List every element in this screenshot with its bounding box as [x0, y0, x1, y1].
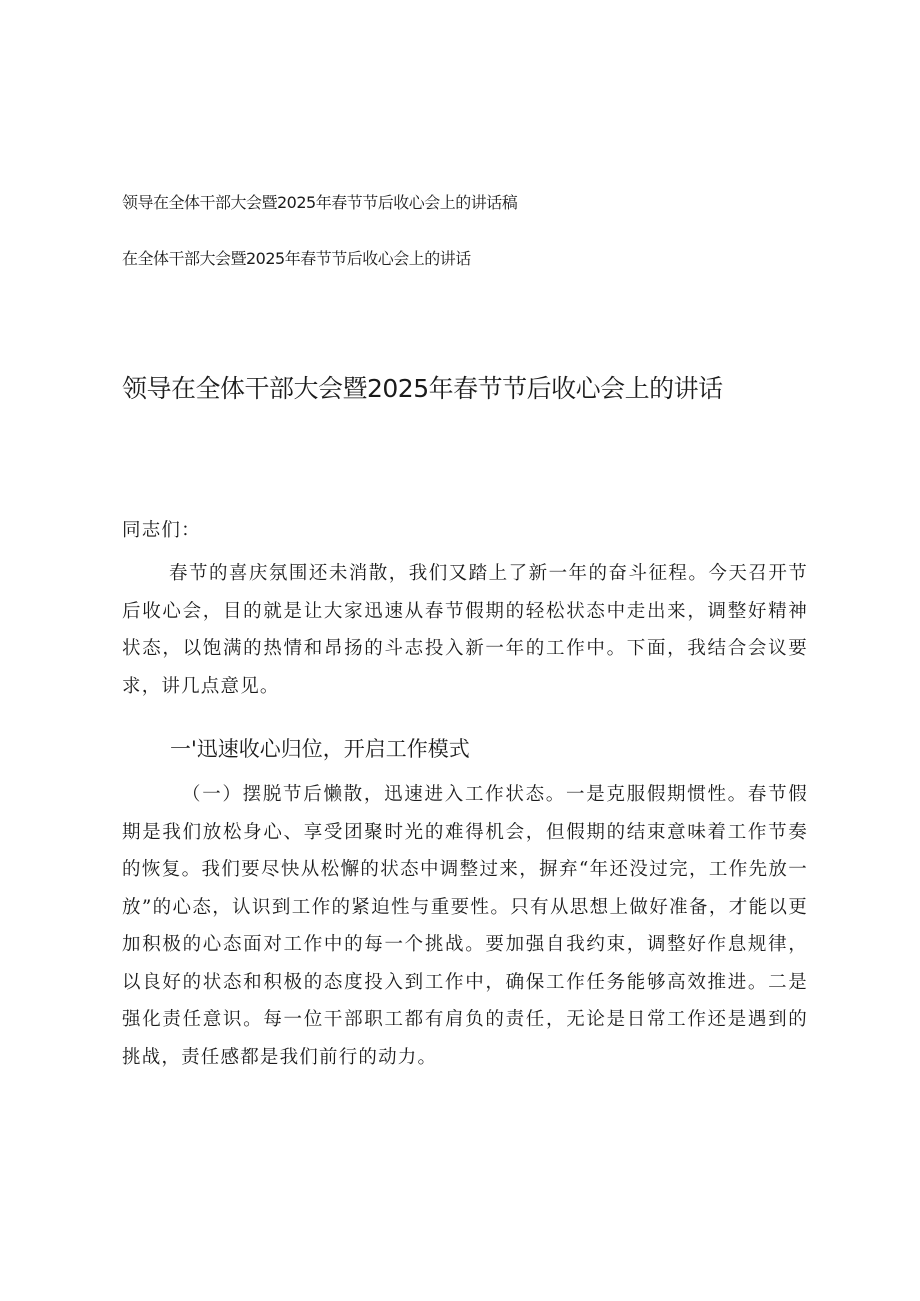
main-title: 领导在全体干部大会暨2025年春节节后收心会上的讲话 [122, 374, 723, 403]
paragraph-section-1-1: （一）摆脱节后懒散，迅速进入工作状态。一是克服假期惯性。春节假期是我们放松身心、享受团聚时光的难得机会，但假期的结束意味着工作节奏的恢复。我们要尽快从松懈的状态中调整过来，摒弃“年还没过完，工作先放一放”的心态，认识到工作的紧迫性与重要性。只有从思想上做好准备，才能以更加积极的心态面对工作中的每一个挑战。要加强自我约束，调整好作息规律，以良好的状态和积极的态度投入到工作中，确保工作任务能够高效推进。二是强化责任意识。每一位干部职工都有肩负的责任，无论是日常工作还是遇到的挑战，责任感都是我们前行的动力。 [122, 784, 808, 1068]
section-heading-1: 一'迅速收心归位，开启工作模式 [170, 737, 470, 761]
cover-title-line-2: 在全体干部大会暨2025年春节节后收心会上的讲话 [122, 249, 471, 268]
paragraph-intro: 春节的喜庆氛围还未消散，我们又踏上了新一年的奋斗征程。今天召开节后收心会，目的就是让大家迅速从春节假期的轻松状态中走出来，调整好精神状态，以饱满的热情和昂扬的斗志投入新一年的工作中。下面，我结合会议要求，讲几点意见。 [122, 563, 808, 697]
salutation: 同志们： [122, 520, 201, 541]
cover-title-line-1: 领导在全体干部大会暨2025年春节节后收心会上的讲话稿 [122, 193, 518, 212]
